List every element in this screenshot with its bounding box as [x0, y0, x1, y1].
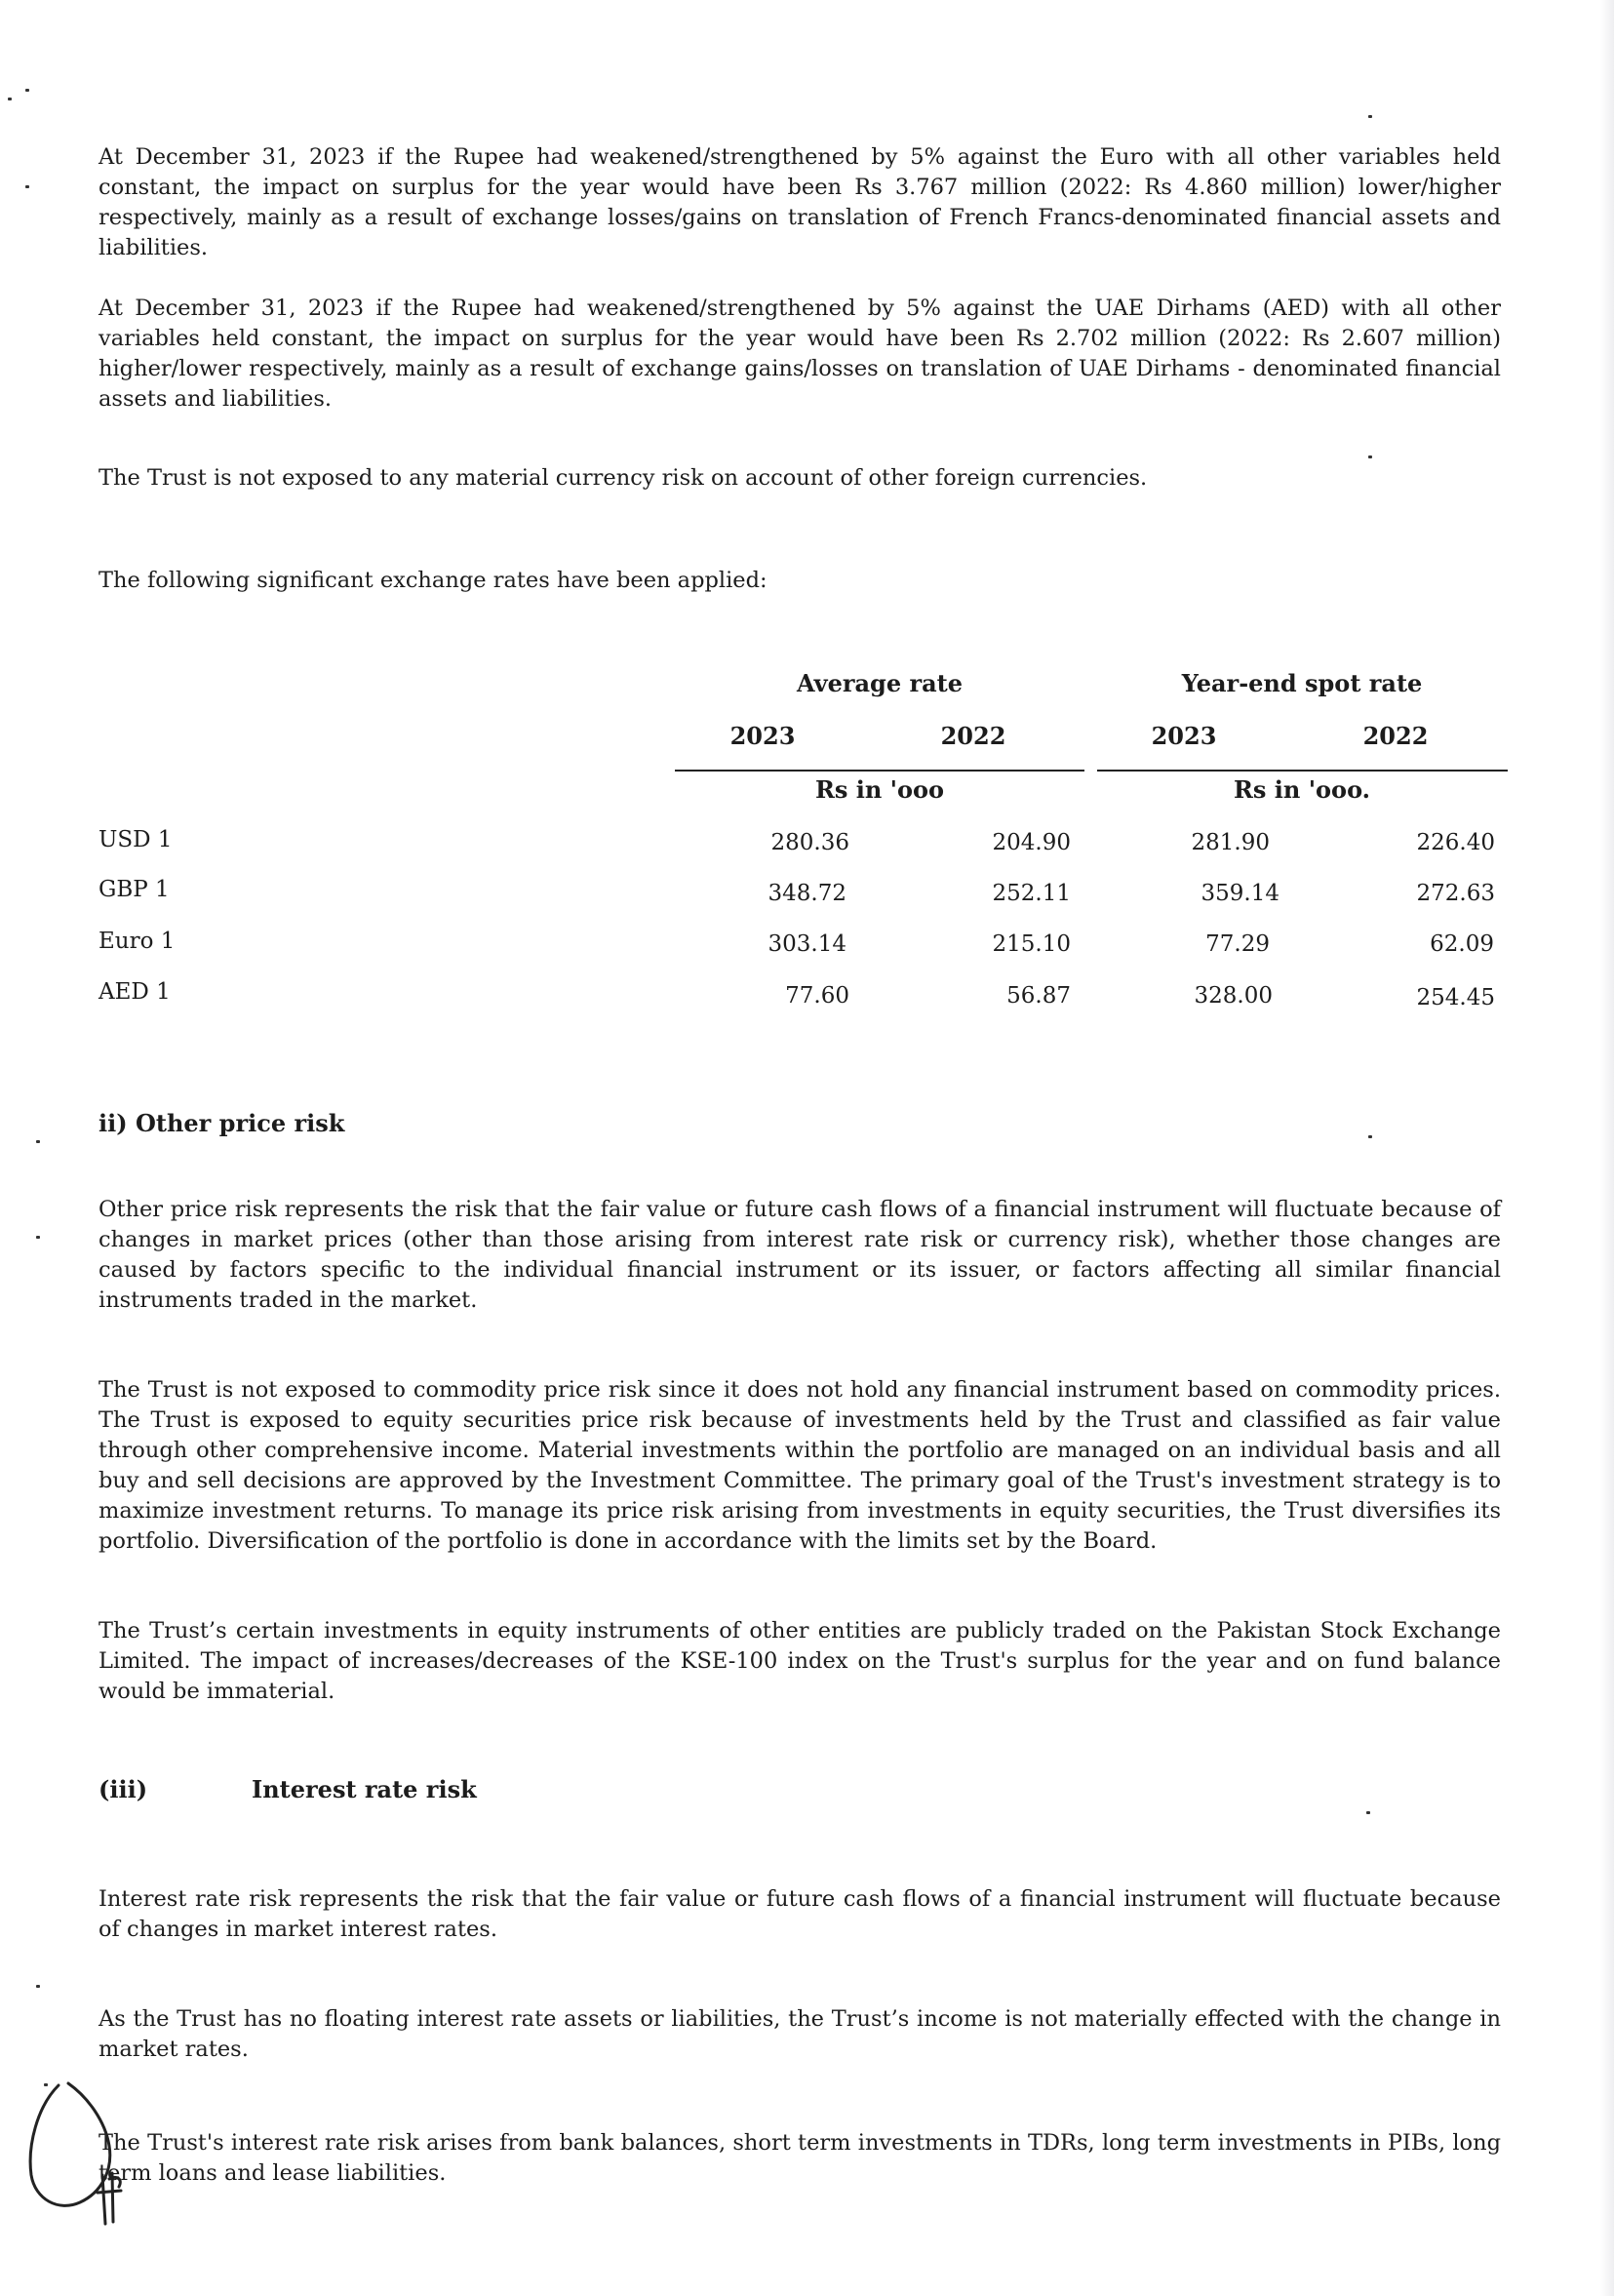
scan-speck — [25, 89, 29, 92]
table-cell: 328.00 — [1194, 983, 1273, 1009]
table-cell: 62.09 — [1430, 931, 1494, 957]
table-cell: 359.14 — [1201, 881, 1279, 906]
table-cell: 280.36 — [770, 830, 849, 855]
table-cell: 348.72 — [768, 881, 846, 906]
paragraph-commodity-risk: The Trust is not exposed to commodity price risk since it does not hold any financial instrument based on commodity prices. The Trust is exposed to equity securities price risk because of investments held by the Trust and classified as fair value through other comprehensive income. Material investments within the portfolio are managed on an individual basis and all buy and sell decisions are approved by the Investment Committee. The primary goal of the Trust's investment strategy is to maximize investment returns. To manage its price risk arising from investments in equity securities, the Trust diversifies its portfolio. Diversification of the portfolio is done in accordance with the limits set by the Board. — [98, 1377, 1501, 1554]
scan-speck — [25, 185, 29, 188]
table-cell: 77.60 — [785, 983, 849, 1009]
scan-speck — [1368, 115, 1372, 118]
table-cell: 215.10 — [992, 931, 1071, 957]
scan-speck — [36, 1140, 40, 1143]
scan-speck — [36, 1985, 40, 1988]
page-edge-shadow — [1600, 0, 1614, 2296]
table-year-spot-2023: 2023 — [1151, 722, 1217, 750]
scan-speck — [1368, 455, 1372, 458]
table-year-average-2023: 2023 — [729, 722, 796, 750]
table-row-label: USD 1 — [98, 827, 173, 852]
paragraph-other-price-definition: Other price risk represents the risk that the fair value or future cash flows of a financial instrument will fluctuate because of changes in market prices (other than those arising from interest rate risk or currency risk), whether those changes are caused by factors specific to the individual financial instrument or its issuer, or factors affecting all similar financial instruments traded in the market. — [98, 1197, 1501, 1313]
table-year-average-2022: 2022 — [940, 722, 1006, 750]
table-cell: 226.40 — [1416, 830, 1495, 855]
table-year-spot-2022: 2022 — [1362, 722, 1429, 750]
paragraph-psx-investments: The Trust’s certain investments in equity instruments of other entities are publicly traded on the Pakistan Stock Exchange Limited. The impact of increases/decreases of the KSE-100 index on the Trust's surplus for the year and on fund balance would be immaterial. — [98, 1618, 1501, 1704]
table-cell: 204.90 — [992, 830, 1071, 855]
heading-interest-rate-risk: Interest rate risk — [252, 1775, 477, 1803]
table-cell: 77.29 — [1205, 931, 1270, 957]
table-rule-average — [675, 770, 1084, 772]
table-unit-average: Rs in 'ooo — [814, 775, 945, 804]
table-cell: 303.14 — [768, 931, 846, 957]
table-row-label: AED 1 — [98, 979, 171, 1005]
table-cell: 281.90 — [1191, 830, 1270, 855]
paragraph-euro-sensitivity: At December 31, 2023 if the Rupee had weakened/strengthened by 5% against the Euro with all other variables held constant, the impact on surplus for the year would have been Rs 3.767 million (2022: Rs 4.860 million) lower/higher respectively, mainly as a result of exchange losses/gains on translation of French Francs-denominated financial assets and liabilities. — [98, 144, 1501, 260]
table-row-label: GBP 1 — [98, 877, 170, 902]
table-group-average-rate: Average rate — [796, 669, 963, 697]
heading-interest-number: (iii) — [98, 1775, 148, 1803]
table-group-spot-rate: Year-end spot rate — [1181, 669, 1423, 697]
scan-speck — [1368, 1135, 1372, 1138]
table-cell: 272.63 — [1416, 881, 1495, 906]
scan-speck — [1366, 1811, 1370, 1814]
paragraph-aed-sensitivity: At December 31, 2023 if the Rupee had weakened/strengthened by 5% against the UAE Dirhams (AED) with all other variables held constant, the impact on surplus for the year would have been Rs 2.702 million (2022: Rs 2.607 million) higher/lower respectively, mainly as a result of exchange gains/losses on translation of UAE Dirhams - denominated financial assets and liabilities. — [98, 296, 1501, 412]
table-row-label: Euro 1 — [98, 929, 176, 954]
paragraph-floating-rate: As the Trust has no floating interest rate assets or liabilities, the Trust’s income is not materially effected with the change in market rates. — [98, 2006, 1501, 2062]
paragraph-interest-sources: The Trust's interest rate risk arises from bank balances, short term investments in TDRs, long term investments in PIBs, long term loans and lease liabilities. — [98, 2130, 1501, 2186]
paragraph-other-currencies: The Trust is not exposed to any material currency risk on account of other foreign currencies. — [98, 465, 1148, 491]
handwritten-initials-mark — [20, 2078, 127, 2243]
table-rule-spot — [1097, 770, 1508, 772]
heading-other-price-risk: ii) Other price risk — [98, 1109, 345, 1137]
table-cell: 56.87 — [1006, 983, 1071, 1009]
table-cell: 252.11 — [992, 881, 1071, 906]
paragraph-rates-intro: The following significant exchange rates have been applied: — [98, 568, 768, 593]
table-cell: 254.45 — [1416, 985, 1495, 1010]
scan-speck — [8, 98, 12, 100]
scan-speck — [36, 1236, 40, 1239]
paragraph-interest-definition: Interest rate risk represents the risk that the fair value or future cash flows of a financial instrument will fluctuate because of changes in market interest rates. — [98, 1886, 1501, 1942]
table-unit-spot: Rs in 'ooo. — [1233, 775, 1371, 804]
